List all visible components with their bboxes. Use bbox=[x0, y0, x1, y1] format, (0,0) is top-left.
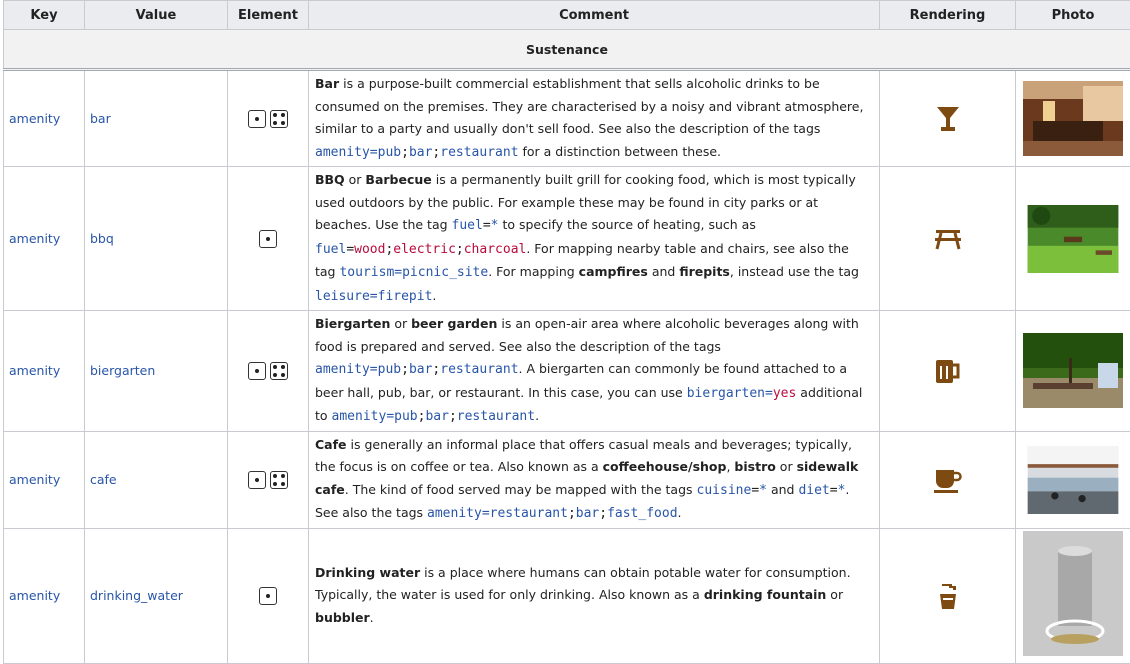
tag-code[interactable]: amenity=pub;bar;restaurant bbox=[315, 145, 519, 160]
key-link[interactable]: amenity bbox=[9, 472, 60, 487]
table-row bbox=[4, 431, 1130, 528]
photo-cell bbox=[1016, 167, 1130, 311]
photo-cell bbox=[1016, 528, 1130, 663]
header-element[interactable]: Element bbox=[228, 1, 309, 30]
comment-cell: Biergarten or beer garden is an open-air area where alcoholic beverages along with food is prepared and served. See also the description of the tags amenity=pub;bar;restaurant. A biergarten can commonly be found attached to a beer hall, pub, bar, or restaurant. In this case, you can use biergarten=yes additional to amenity=pub;bar;restaurant. bbox=[309, 311, 880, 432]
value-link[interactable]: bbq bbox=[90, 231, 114, 246]
tag-code[interactable]: biergarten=yes bbox=[687, 386, 797, 401]
comment-cell: Cafe is generally an informal place that offers casual meals and beverages; typically, the focus is on coffee or tea. Also known as a coffeehouse/shop, bistro or sidewalk cafe. The kind of food served may be mapped with the tags cuisine=* and diet=*. See also the tags amenity=restaurant;bar;fast_food. bbox=[309, 431, 880, 528]
rendering-cell bbox=[880, 311, 1016, 432]
comment-cell: BBQ or Barbecue is a permanently built grill for cooking food, which is most typically used outdoors by the public. For example these may be found in city parks or at beaches. Use the tag fuel=* to specify the source of heating, such as fuel=wood;electric;charcoal. For mapping nearby table and chairs, see also the tag tourism=picnic_site. For mapping campfires and firepits, instead use the tag leisure=firepit. bbox=[309, 167, 880, 311]
photo-cell bbox=[1016, 70, 1130, 167]
tag-code[interactable]: amenity=pub;bar;restaurant bbox=[332, 409, 536, 424]
bar-photo[interactable] bbox=[1023, 81, 1123, 156]
node-element-icon[interactable] bbox=[259, 230, 277, 248]
node-element-icon[interactable] bbox=[248, 110, 266, 128]
rendering-cell bbox=[880, 70, 1016, 167]
tag-code[interactable]: amenity=pub;bar;restaurant bbox=[315, 362, 519, 377]
tag-code[interactable]: cuisine=* bbox=[697, 483, 767, 498]
tag-code[interactable]: diet=* bbox=[798, 483, 845, 498]
drinking-water-photo[interactable] bbox=[1023, 531, 1123, 656]
picnic-bbq-icon bbox=[934, 228, 962, 250]
cafe-photo[interactable] bbox=[1023, 446, 1123, 514]
drinking-water-icon bbox=[936, 581, 960, 611]
section-row bbox=[4, 30, 1130, 70]
key-link[interactable]: amenity bbox=[9, 363, 60, 378]
node-element-icon[interactable] bbox=[259, 587, 277, 605]
area-element-icon[interactable] bbox=[270, 110, 288, 128]
tag-code[interactable]: amenity=restaurant;bar;fast_food bbox=[427, 506, 678, 521]
table-row bbox=[4, 528, 1130, 663]
rendering-cell bbox=[880, 528, 1016, 663]
photo-cell bbox=[1016, 431, 1130, 528]
header-key[interactable]: Key bbox=[4, 1, 85, 30]
value-link[interactable]: biergarten bbox=[90, 363, 155, 378]
header-photo[interactable]: Photo bbox=[1016, 1, 1130, 30]
tag-table bbox=[3, 0, 1130, 664]
node-element-icon[interactable] bbox=[248, 362, 266, 380]
table-row bbox=[4, 167, 1130, 311]
bbq-photo[interactable] bbox=[1023, 205, 1123, 273]
tag-code[interactable]: tourism=picnic_site bbox=[339, 265, 488, 280]
value-link[interactable]: cafe bbox=[90, 472, 117, 487]
value-link[interactable]: bar bbox=[90, 111, 111, 126]
table-row bbox=[4, 311, 1130, 432]
header-row bbox=[4, 1, 1130, 30]
rendering-cell bbox=[880, 431, 1016, 528]
tag-code[interactable]: leisure=firepit bbox=[315, 289, 432, 304]
biergarten-photo[interactable] bbox=[1023, 333, 1123, 408]
node-element-icon[interactable] bbox=[248, 471, 266, 489]
key-link[interactable]: amenity bbox=[9, 231, 60, 246]
tag-code[interactable]: fuel=* bbox=[452, 218, 499, 233]
beer-mug-icon bbox=[934, 357, 962, 385]
comment-cell: Bar is a purpose-built commercial establishment that sells alcoholic drinks to be consumed on the premises. They are characterised by a noisy and vibrant atmosphere, similar to a party and usually don't sell food. See also the description of the tags amenity=pub;bar;restaurant for a distinction between these. bbox=[309, 70, 880, 167]
area-element-icon[interactable] bbox=[270, 362, 288, 380]
tag-code[interactable]: fuel=wood;electric;charcoal bbox=[315, 242, 526, 257]
bar-icon bbox=[936, 106, 960, 132]
key-link[interactable]: amenity bbox=[9, 588, 60, 603]
value-link[interactable]: drinking_water bbox=[90, 588, 183, 603]
header-comment[interactable]: Comment bbox=[309, 1, 880, 30]
coffee-cup-icon bbox=[933, 466, 963, 494]
photo-cell bbox=[1016, 311, 1130, 432]
header-rendering[interactable]: Rendering bbox=[880, 1, 1016, 30]
comment-cell: Drinking water is a place where humans can obtain potable water for consumption. Typically, the water is used for only drinking. Also known as a drinking fountain or bubbler. bbox=[309, 528, 880, 663]
section-title: Sustenance bbox=[4, 30, 1130, 70]
table-row bbox=[4, 70, 1130, 167]
key-link[interactable]: amenity bbox=[9, 111, 60, 126]
area-element-icon[interactable] bbox=[270, 471, 288, 489]
rendering-cell bbox=[880, 167, 1016, 311]
header-value[interactable]: Value bbox=[85, 1, 228, 30]
